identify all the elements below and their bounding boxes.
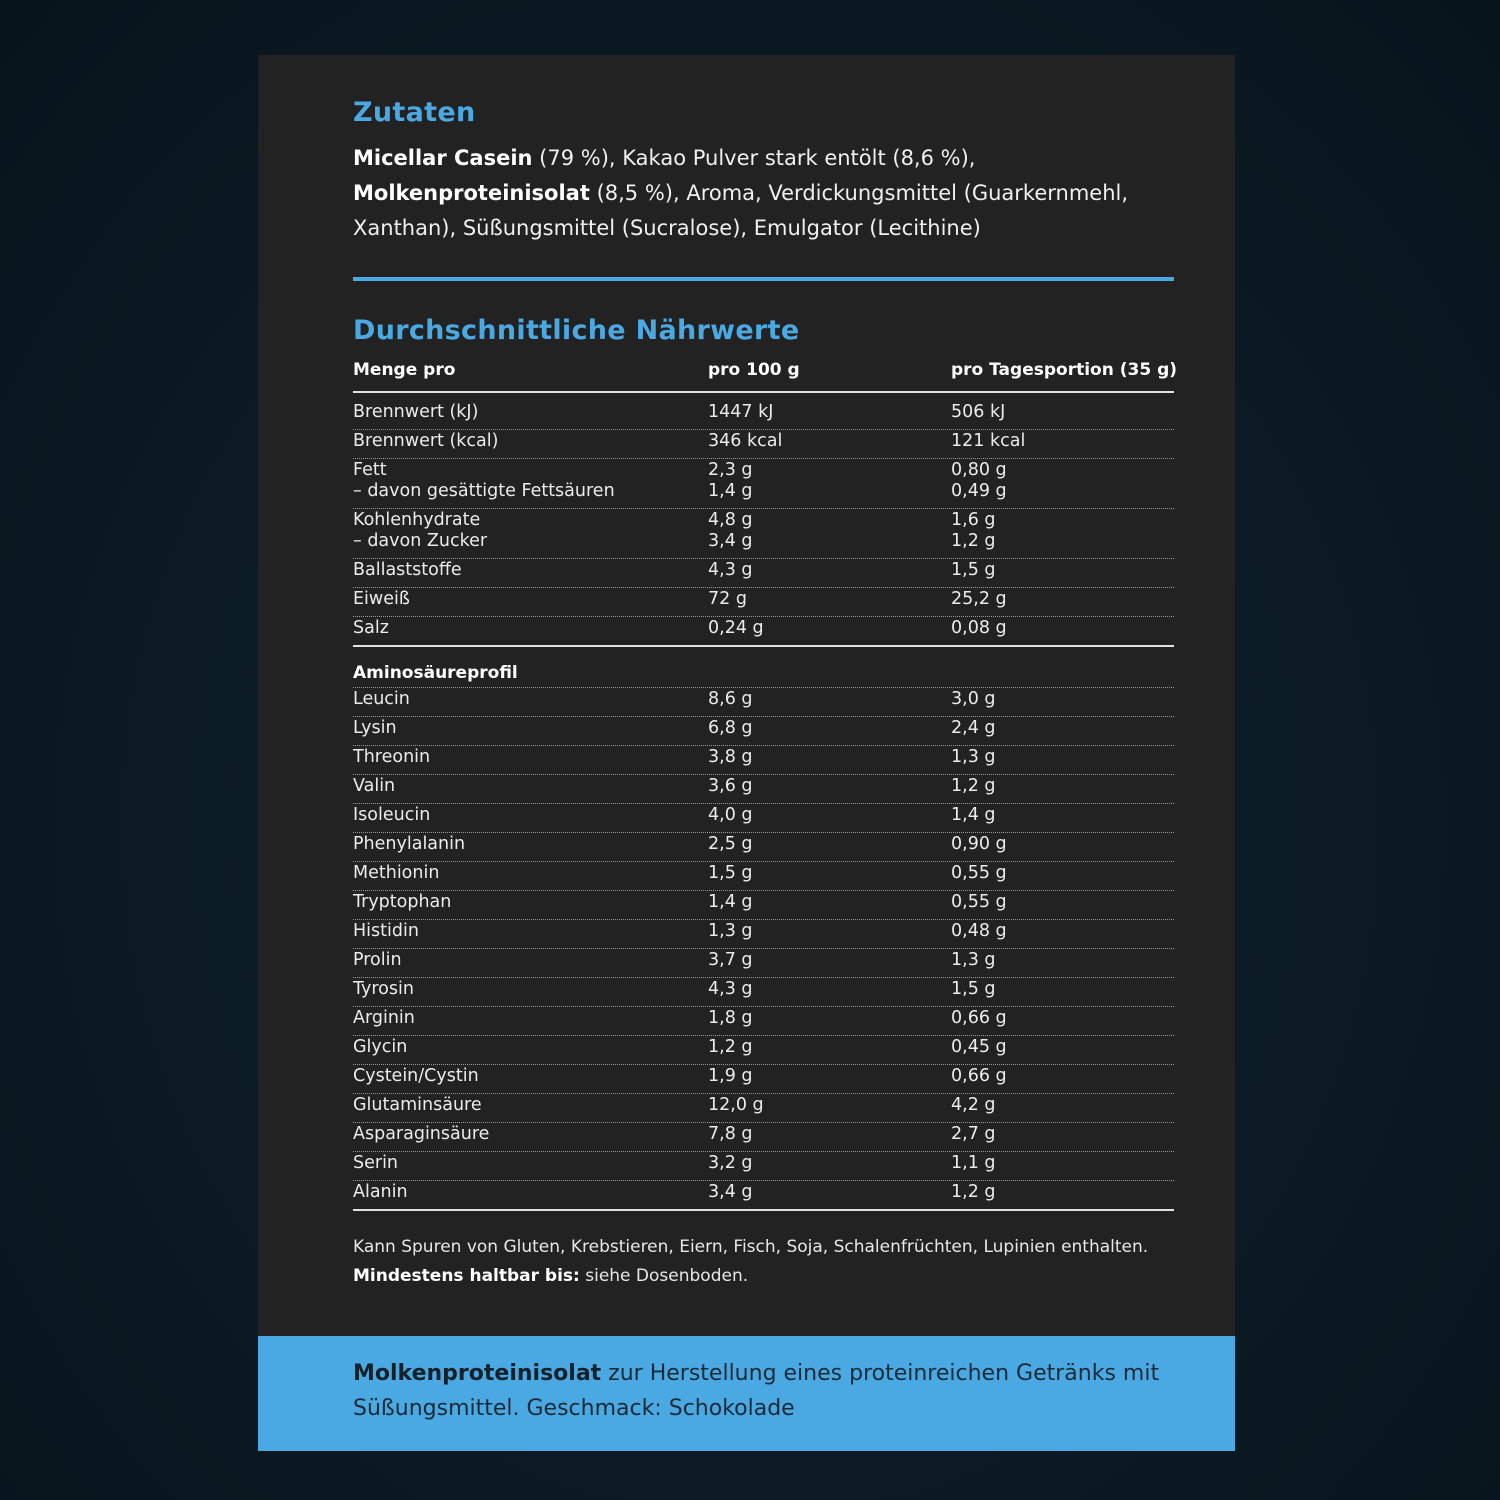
row-label: Ballaststoffe [353,560,462,580]
row-label: Glycin [353,1037,408,1057]
row-value-100g: 4,3 g [708,979,753,999]
ingredient-whey-isolate: Molkenproteinisolat [353,181,590,205]
row-value-portion: 3,0 g [951,689,996,709]
table-row [353,559,1174,588]
row-label: Methionin [353,863,440,883]
row-value-portion: 1,3 g [951,950,996,970]
ingredients-text [353,141,1193,246]
label-panel [258,55,1235,1336]
row-label-sub: – davon Zucker [353,531,488,551]
ingredient-casein: Micellar Casein [353,146,533,170]
header-menge: Menge pro [353,360,456,380]
row-value-portion [951,510,996,552]
table-row [353,688,1174,717]
row-value-portion: 0,90 g [951,834,1007,854]
row-label: Phenylalanin [353,834,466,854]
allergen-note: Kann Spuren von Gluten, Krebstieren, Eiern, Fisch, Soja, Schalenfrüchten, Lupinien enthalten. [353,1237,1149,1257]
value-main: 4,8 g [708,510,753,530]
row-label-sub: – davon gesättigte Fettsäuren [353,481,615,501]
header-per-portion: pro Tagesportion (35 g) [951,360,1178,380]
row-value-100g: 8,6 g [708,689,753,709]
row-value-portion: 1,5 g [951,979,996,999]
table-row [353,588,1174,617]
product-name: Molkenproteinisolat [353,1361,602,1386]
row-label: Lysin [353,718,397,738]
value-main: 2,3 g [708,460,753,480]
table-row [353,1007,1174,1036]
row-value-portion: 1,2 g [951,776,996,796]
row-value-100g: 3,7 g [708,950,753,970]
row-value-100g: 1,3 g [708,921,753,941]
row-label: Alanin [353,1182,408,1202]
row-value-100g [708,510,753,552]
row-value-portion: 0,48 g [951,921,1007,941]
notes [353,1233,1193,1291]
row-value-100g: 72 g [708,589,747,609]
mhd-label: Mindestens haltbar bis: [353,1266,580,1286]
section-divider [353,277,1174,281]
product-description [353,1356,1193,1426]
row-value-portion: 121 kcal [951,431,1026,451]
table-row [353,920,1174,949]
value-sub: 1,4 g [708,481,753,501]
table-row [353,459,1174,509]
row-value-portion: 1,5 g [951,560,996,580]
row-label: Leucin [353,689,410,709]
zutaten-title: Zutaten [353,97,476,128]
ingredients-line1: (79 %), Kakao Pulver stark entölt (8,6 %), [532,146,976,170]
row-label: Glutaminsäure [353,1095,482,1115]
row-label-main: Fett [353,460,387,480]
row-label: Serin [353,1153,399,1173]
row-value-100g: 1,8 g [708,1008,753,1028]
value-main: 0,80 g [951,460,1007,480]
row-value-portion: 2,7 g [951,1124,996,1144]
table-row [353,617,1174,647]
ingredients-line2: (8,5 %), Aroma, Verdickungsmittel (Guarkernmehl, [589,181,1129,205]
amino-profile-header [353,659,1174,688]
row-value-portion: 0,55 g [951,892,1007,912]
ingredients-line3: Xanthan), Süßungsmittel (Sucralose), Emulgator (Lecithine) [353,216,981,240]
row-value-portion: 1,3 g [951,747,996,767]
mhd-value: siehe Dosenboden. [579,1266,749,1286]
row-label: Isoleucin [353,805,431,825]
row-value-100g [708,460,753,502]
row-value-portion: 2,4 g [951,718,996,738]
product-description-banner [258,1336,1235,1451]
row-label: Valin [353,776,396,796]
row-value-100g: 1447 kJ [708,402,774,422]
nutrition-table [353,401,1174,647]
row-value-portion: 0,66 g [951,1008,1007,1028]
table-row [353,891,1174,920]
row-label: Brennwert (kcal) [353,431,499,451]
row-label: Brennwert (kJ) [353,402,479,422]
row-value-100g: 346 kcal [708,431,783,451]
row-value-100g: 3,4 g [708,1182,753,1202]
row-label: Histidin [353,921,419,941]
row-value-portion: 0,08 g [951,618,1007,638]
row-label: Cystein/Cystin [353,1066,479,1086]
row-value-100g: 2,5 g [708,834,753,854]
row-value-100g: 0,24 g [708,618,764,638]
value-main: 1,6 g [951,510,996,530]
product-description-text: zur Herstellung eines proteinreichen Getränks mit Süßungsmittel. Geschmack: Schokolade [353,1361,1160,1421]
row-label: Tyrosin [353,979,414,999]
row-label: Arginin [353,1008,415,1028]
row-value-100g: 12,0 g [708,1095,764,1115]
table-row [353,1123,1174,1152]
row-label: Salz [353,618,389,638]
row-value-portion: 0,66 g [951,1066,1007,1086]
row-label: Threonin [353,747,431,767]
row-label: Tryptophan [353,892,452,912]
table-row [353,1036,1174,1065]
row-value-portion: 1,2 g [951,1182,996,1202]
table-row [353,401,1174,430]
table-row [353,746,1174,775]
table-row [353,1152,1174,1181]
row-value-100g: 1,2 g [708,1037,753,1057]
table-row [353,804,1174,833]
table-row [353,1181,1174,1211]
row-value-100g: 4,0 g [708,805,753,825]
naehrwerte-title: Durchschnittliche Nährwerte [353,315,800,346]
value-sub: 3,4 g [708,531,753,551]
header-per-100g: pro 100 g [708,360,800,380]
row-value-100g: 4,3 g [708,560,753,580]
row-label [353,510,487,552]
row-value-portion: 1,1 g [951,1153,996,1173]
amino-profile-title: Aminosäureprofil [353,663,518,683]
row-value-100g: 3,2 g [708,1153,753,1173]
row-label: Prolin [353,950,402,970]
table-row [353,430,1174,459]
row-value-portion: 506 kJ [951,402,1006,422]
row-label [353,460,615,502]
table-row [353,862,1174,891]
row-value-100g: 3,6 g [708,776,753,796]
table-row [353,1065,1174,1094]
row-label-main: Kohlenhydrate [353,510,481,530]
table-row [353,833,1174,862]
table-row [353,978,1174,1007]
row-label: Asparaginsäure [353,1124,490,1144]
row-value-100g: 1,9 g [708,1066,753,1086]
table-row [353,509,1174,559]
table-row [353,775,1174,804]
row-value-portion: 0,45 g [951,1037,1007,1057]
row-value-portion [951,460,1007,502]
row-value-100g: 1,5 g [708,863,753,883]
row-label: Eiweiß [353,589,410,609]
row-value-portion: 4,2 g [951,1095,996,1115]
value-sub: 0,49 g [951,481,1007,501]
amino-table [353,688,1174,1211]
nutrition-table-header [353,355,1178,393]
row-value-100g: 1,4 g [708,892,753,912]
row-value-100g: 7,8 g [708,1124,753,1144]
row-value-portion: 1,4 g [951,805,996,825]
row-value-portion: 0,55 g [951,863,1007,883]
table-row [353,717,1174,746]
table-row [353,949,1174,978]
row-value-100g: 6,8 g [708,718,753,738]
row-value-portion: 25,2 g [951,589,1007,609]
value-sub: 1,2 g [951,531,996,551]
row-value-100g: 3,8 g [708,747,753,767]
table-row [353,1094,1174,1123]
